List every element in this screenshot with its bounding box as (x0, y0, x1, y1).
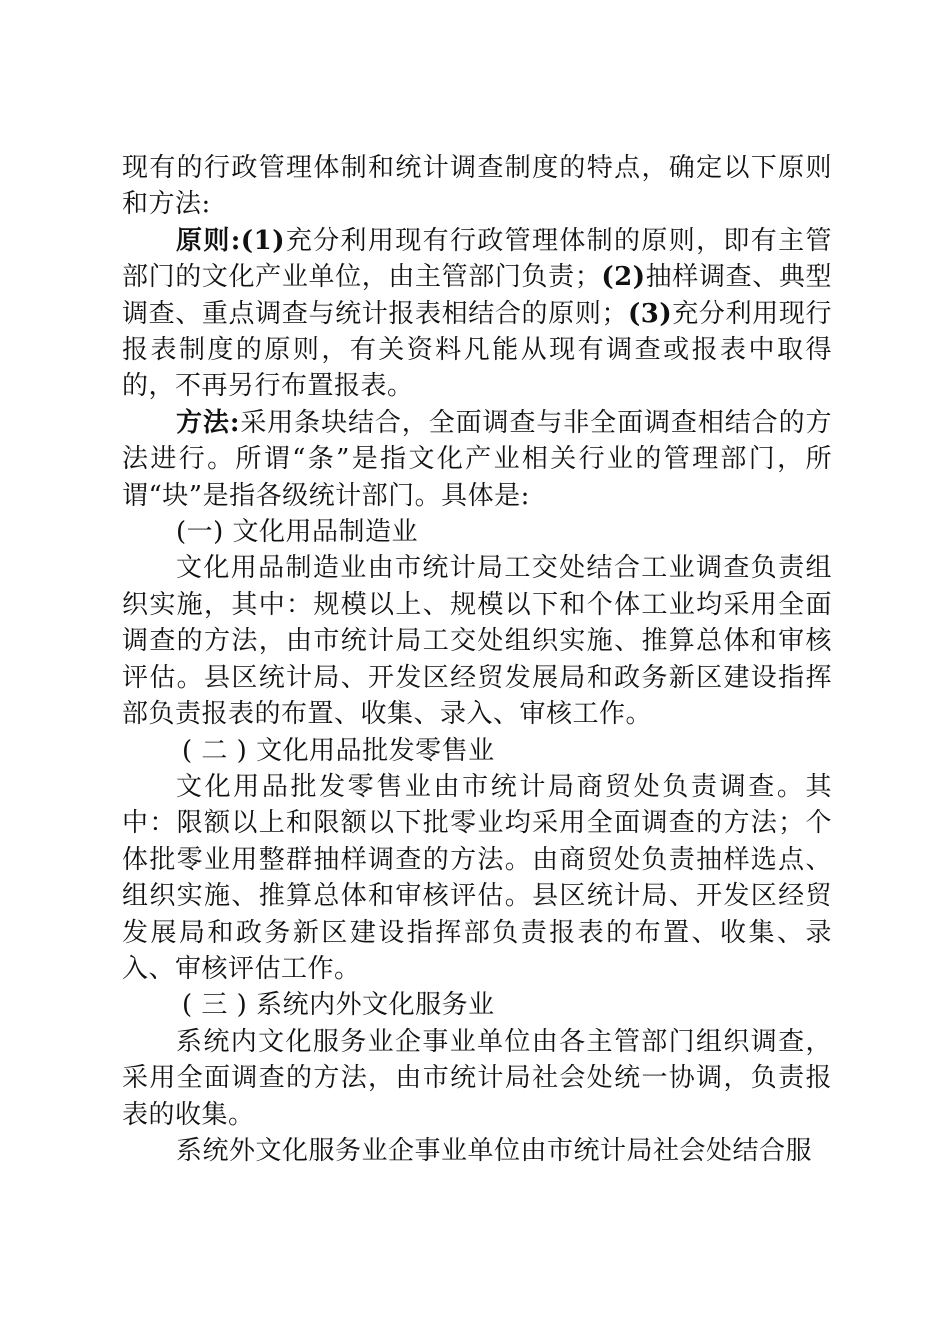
method-label: 方法: (176, 407, 240, 438)
principle-number-1: (1) (240, 225, 285, 256)
intro-paragraph: 现有的行政管理体制和统计调查制度的特点，确定以下原则和方法: (122, 153, 832, 220)
document-page (122, 150, 832, 1169)
principle-label: 原则: (176, 225, 241, 256)
principle-number-3: (3) (627, 298, 673, 329)
principle-text-3: 充分利用现行报表制度的原则，有关资料凡能从现有调查或报表中取得的，不再另行布置报表。 (122, 298, 832, 402)
principle-text-1: 充分利用现有行政管理体制的原则，即有主管部门的文化产业单位，由主管部门负责； (122, 225, 832, 293)
section-2-paragraph: 文化用品批发零售业由市统计局商贸处负责调查。其中：限额以上和限额以下批零业均采用全面调查的方法；个体批零业用整群抽样调查的方法。由商贸处负责抽样选点、组织实施、推算总体和审核评估。县区统计局、开发区经贸发展局和政务新区建设指挥部负责报表的布置、收集、录入、审核评估工作。 (122, 771, 832, 984)
methods-paragraph (122, 405, 832, 514)
method-text: 采用条块结合，全面调查与非全面调查相结合的方法进行。所谓“条”是指文化产业相关行业的管理部门，所谓“块”是指各级统计部门。具体是: (122, 407, 832, 511)
principle-text-2: 抽样调查、典型调查、重点调查与统计报表相结合的原则； (122, 262, 832, 329)
section-3-paragraph-a: 系统内文化服务业企事业单位由各主管部门组织调查，采用全面调查的方法，由市统计局社会处统一协调，负责报表的收集。 (122, 1026, 832, 1130)
principle-number-2: (2) (601, 262, 646, 293)
section-heading-2: ( 二 ) 文化用品批发零售业 (182, 735, 495, 766)
section-heading-3: ( 三 ) 系统内外文化服务业 (182, 990, 495, 1021)
principles-paragraph (122, 223, 832, 405)
section-heading-1: (一) 文化用品制造业 (176, 517, 419, 548)
section-3-paragraph-b: 系统外文化服务业企事业单位由市统计局社会处结合服 (176, 1135, 813, 1166)
section-1-paragraph: 文化用品制造业由市统计局工交处结合工业调查负责组织实施，其中：规模以上、规模以下和个体工业均采用全面调查的方法，由市统计局工交处组织实施、推算总体和审核评估。县区统计局、开发区经贸发展局和政务新区建设指挥部负责报表的布置、收集、录入、审核工作。 (122, 553, 832, 730)
